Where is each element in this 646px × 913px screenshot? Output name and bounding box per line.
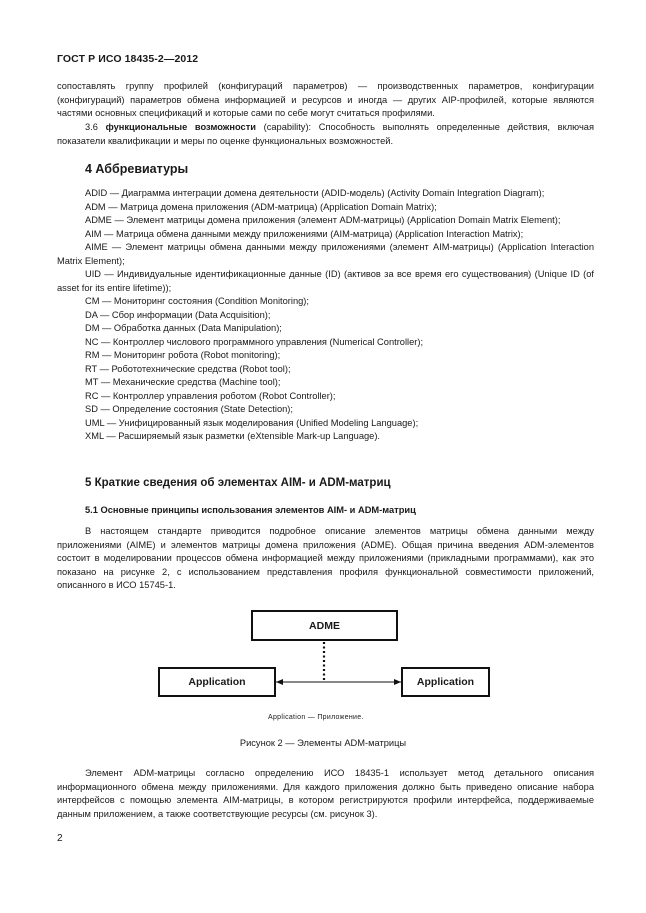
figure-2-diagram bbox=[150, 610, 495, 705]
abbreviation-item: RC — Контроллер управления роботом (Robot Controller); bbox=[85, 390, 336, 401]
section-5-1-heading: 5.1 Основные принципы использования элементов AIM- и ADM-матриц bbox=[85, 505, 416, 515]
abbreviation-item: SD — Определение состояния (State Detection); bbox=[85, 404, 293, 414]
document-header: ГОСТ Р ИСО 18435-2—2012 bbox=[57, 53, 199, 65]
definition-number: 3.6 bbox=[85, 122, 98, 132]
abbreviation-item: NC — Контроллер числового программного управления (Numerical Controller); bbox=[85, 336, 424, 347]
figure-caption: Рисунок 2 — Элементы ADM-матрицы bbox=[239, 738, 407, 748]
abbreviation-item: ADME — Элемент матрицы домена приложения (элемент ADM-матрицы) (Application Domain Matrix Element); bbox=[85, 215, 561, 225]
intro-paragraph: сопоставлять группу профилей (конфигураций параметров) — производственных параметров, конфигурации (конфигураций) параметров обмена информацией и ресурсов и иногда — других AIP-профилей, которые являются частями основных спецификаций и которые сами по себе могут считаться профилями. bbox=[57, 81, 594, 119]
section-5-1-paragraph: В настоящем стандарте приводится подробное описание элементов матрицы обмена данными между приложениями (AIME) и элементов матрицы домена приложения (ADME). Общая причина введения ADM-элементов состоит в моделировании процессов обмена информацией между приложениями (прикладными программами), как это показано на рисунке 2, с использованием представления профиля функциональной совместимости приложений, описанного в ИСО 15745-1. bbox=[57, 526, 594, 591]
abbreviation-item: UID — Индивидуальные идентификационные данные (ID) (активов за все время его существования) (Unique ID (of asset for its entire lifetime)); bbox=[57, 269, 594, 293]
definition-text: (capability): Способность выполнять определенные действия, включая показатели квалификации и меры по оценке функциональных возможностей. bbox=[57, 122, 594, 146]
abbreviation-item: RM — Мониторинг робота (Robot monitoring); bbox=[85, 350, 281, 360]
abbreviation-item: DM — Обработка данных (Data Manipulation); bbox=[85, 323, 282, 333]
abbreviation-item: ADM — Матрица домена приложения (ADM-матрица) (Application Domain Matrix); bbox=[85, 201, 437, 212]
section-5-heading: 5 Краткие сведения об элементах AIM- и ADM-матриц bbox=[85, 477, 391, 489]
definition-term: функциональные возможности bbox=[105, 122, 256, 132]
abbreviation-item: AIME — Элемент матрицы обмена данными между приложениями (элемент AIM-матрицы) (Application Interaction Matrix Element); bbox=[57, 242, 594, 266]
abbreviation-item: DA — Сбор информации (Data Acquisition); bbox=[85, 309, 271, 320]
abbreviation-item: XML — Расширяемый язык разметки (eXtensible Mark-up Language). bbox=[85, 431, 381, 441]
section-4-heading: 4 Аббревиатуры bbox=[85, 162, 189, 176]
abbreviation-list bbox=[57, 187, 594, 444]
application-box-right: Application bbox=[401, 667, 490, 697]
arrow-head-right bbox=[394, 679, 401, 685]
adme-box: ADME bbox=[251, 610, 398, 641]
definition-paragraph bbox=[57, 121, 594, 148]
arrow-head-left bbox=[276, 679, 283, 685]
figure-legend: Application — Приложение. bbox=[268, 714, 364, 721]
abbreviation-item: CM — Мониторинг состояния (Condition Monitoring); bbox=[85, 296, 309, 306]
application-box-left: Application bbox=[158, 667, 276, 697]
section-5-1-paragraph-2: Элемент ADM-матрицы согласно определению ИСО 18435-1 использует метод детального описания информационного обмена между приложениями. Для каждого приложения должно быть приведено описание набора интерфейсов с помощью элемента AIM-матрицы, в котором регистрируются профили интерфейса, поддерживаемые данным приложением, а также соответствующие ресурсы (см. рисунок 3). bbox=[57, 768, 594, 819]
figure-connectors bbox=[150, 610, 495, 705]
page-number: 2 bbox=[57, 833, 63, 844]
abbreviation-item: MT — Механические средства (Machine tool); bbox=[85, 377, 281, 387]
abbreviation-item: AIM — Матрица обмена данными между приложениями (AIM-матрица) (Application Interaction Matrix); bbox=[85, 228, 524, 239]
abbreviation-item: UML — Унифицированный язык моделирования (Unified Modeling Language); bbox=[85, 417, 419, 428]
abbreviation-item: RT — Робототехнические средства (Robot tool); bbox=[85, 363, 291, 374]
abbreviation-item: ADID — Диаграмма интеграции домена деятельности (ADID-модель) (Activity Domain Integration Diagram); bbox=[85, 188, 545, 198]
